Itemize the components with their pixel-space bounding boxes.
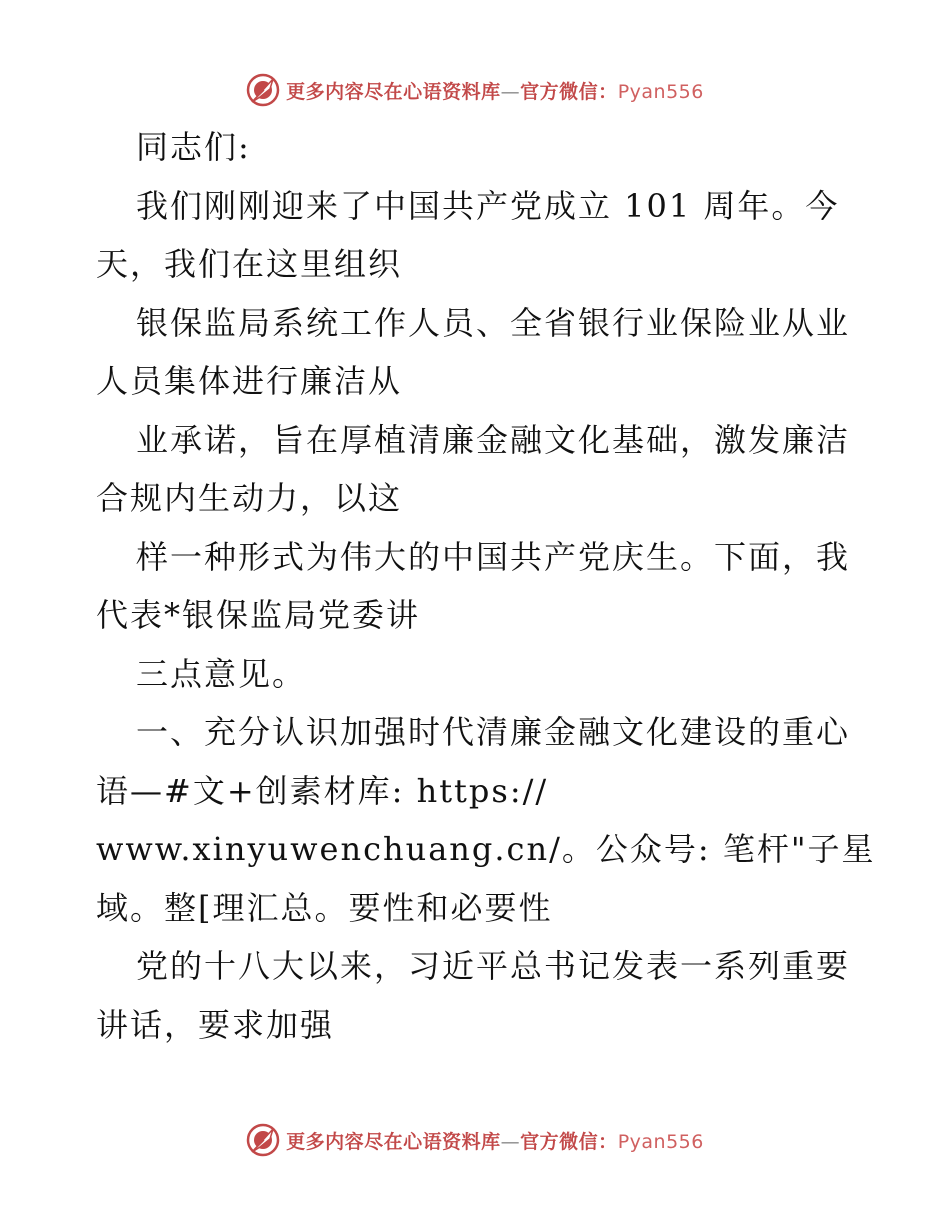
footer-banner bbox=[0, 1120, 950, 1160]
text-line: 合规内生动力，以这 bbox=[96, 479, 403, 517]
banner-wechat-id: Pyan556 bbox=[617, 80, 704, 103]
banner-dash: — bbox=[500, 1130, 521, 1153]
banner-wechat-label: 官方微信： bbox=[520, 80, 618, 103]
text-line: 业承诺，旨在厚植清廉金融文化基础，激发廉洁 bbox=[136, 420, 851, 459]
document-body bbox=[96, 118, 876, 1054]
quill-logo-icon bbox=[246, 1123, 280, 1157]
text-line: 党的十八大以来，习近平总书记发表一系列重要 bbox=[136, 947, 851, 985]
text-line: 同志们: bbox=[136, 128, 251, 166]
banner-title: 更多内容尽在心语资料库 bbox=[286, 1130, 501, 1153]
banner-text bbox=[286, 77, 704, 104]
banner-title: 更多内容尽在心语资料库 bbox=[286, 80, 501, 103]
text-line: 样一种形式为伟大的中国共产党庆生。下面，我 bbox=[136, 537, 851, 576]
banner-dash: — bbox=[500, 80, 521, 103]
text-line: 天，我们在这里组织 bbox=[96, 245, 403, 283]
text-line: 代表*银保监局党委讲 bbox=[96, 596, 421, 634]
banner-text bbox=[286, 1127, 704, 1154]
text-line: 域。整[理汇总。要性和必要性 bbox=[96, 888, 553, 927]
text-line: 银保监局系统工作人员、全省银行业保险业从业 bbox=[136, 303, 851, 342]
section-heading-line: 一、充分认识加强时代清廉金融文化建设的重心 bbox=[136, 713, 851, 751]
header-banner bbox=[0, 70, 950, 110]
text-line: 人员集体进行廉洁从 bbox=[96, 362, 403, 400]
banner-wechat-label: 官方微信： bbox=[520, 1130, 618, 1153]
text-line: 讲话，要求加强 bbox=[96, 1005, 335, 1044]
text-line: www.xinyuwenchuang.cn/。公众号: 笔杆"子星 bbox=[96, 830, 876, 868]
text-line: 语—#文+创素材库: https:// bbox=[96, 771, 549, 810]
text-line: 我们刚刚迎来了中国共产党成立 101 周年。今 bbox=[136, 186, 840, 225]
banner-wechat-id: Pyan556 bbox=[617, 1130, 704, 1153]
quill-logo-icon bbox=[246, 73, 280, 107]
text-line: 三点意见。 bbox=[136, 654, 307, 693]
